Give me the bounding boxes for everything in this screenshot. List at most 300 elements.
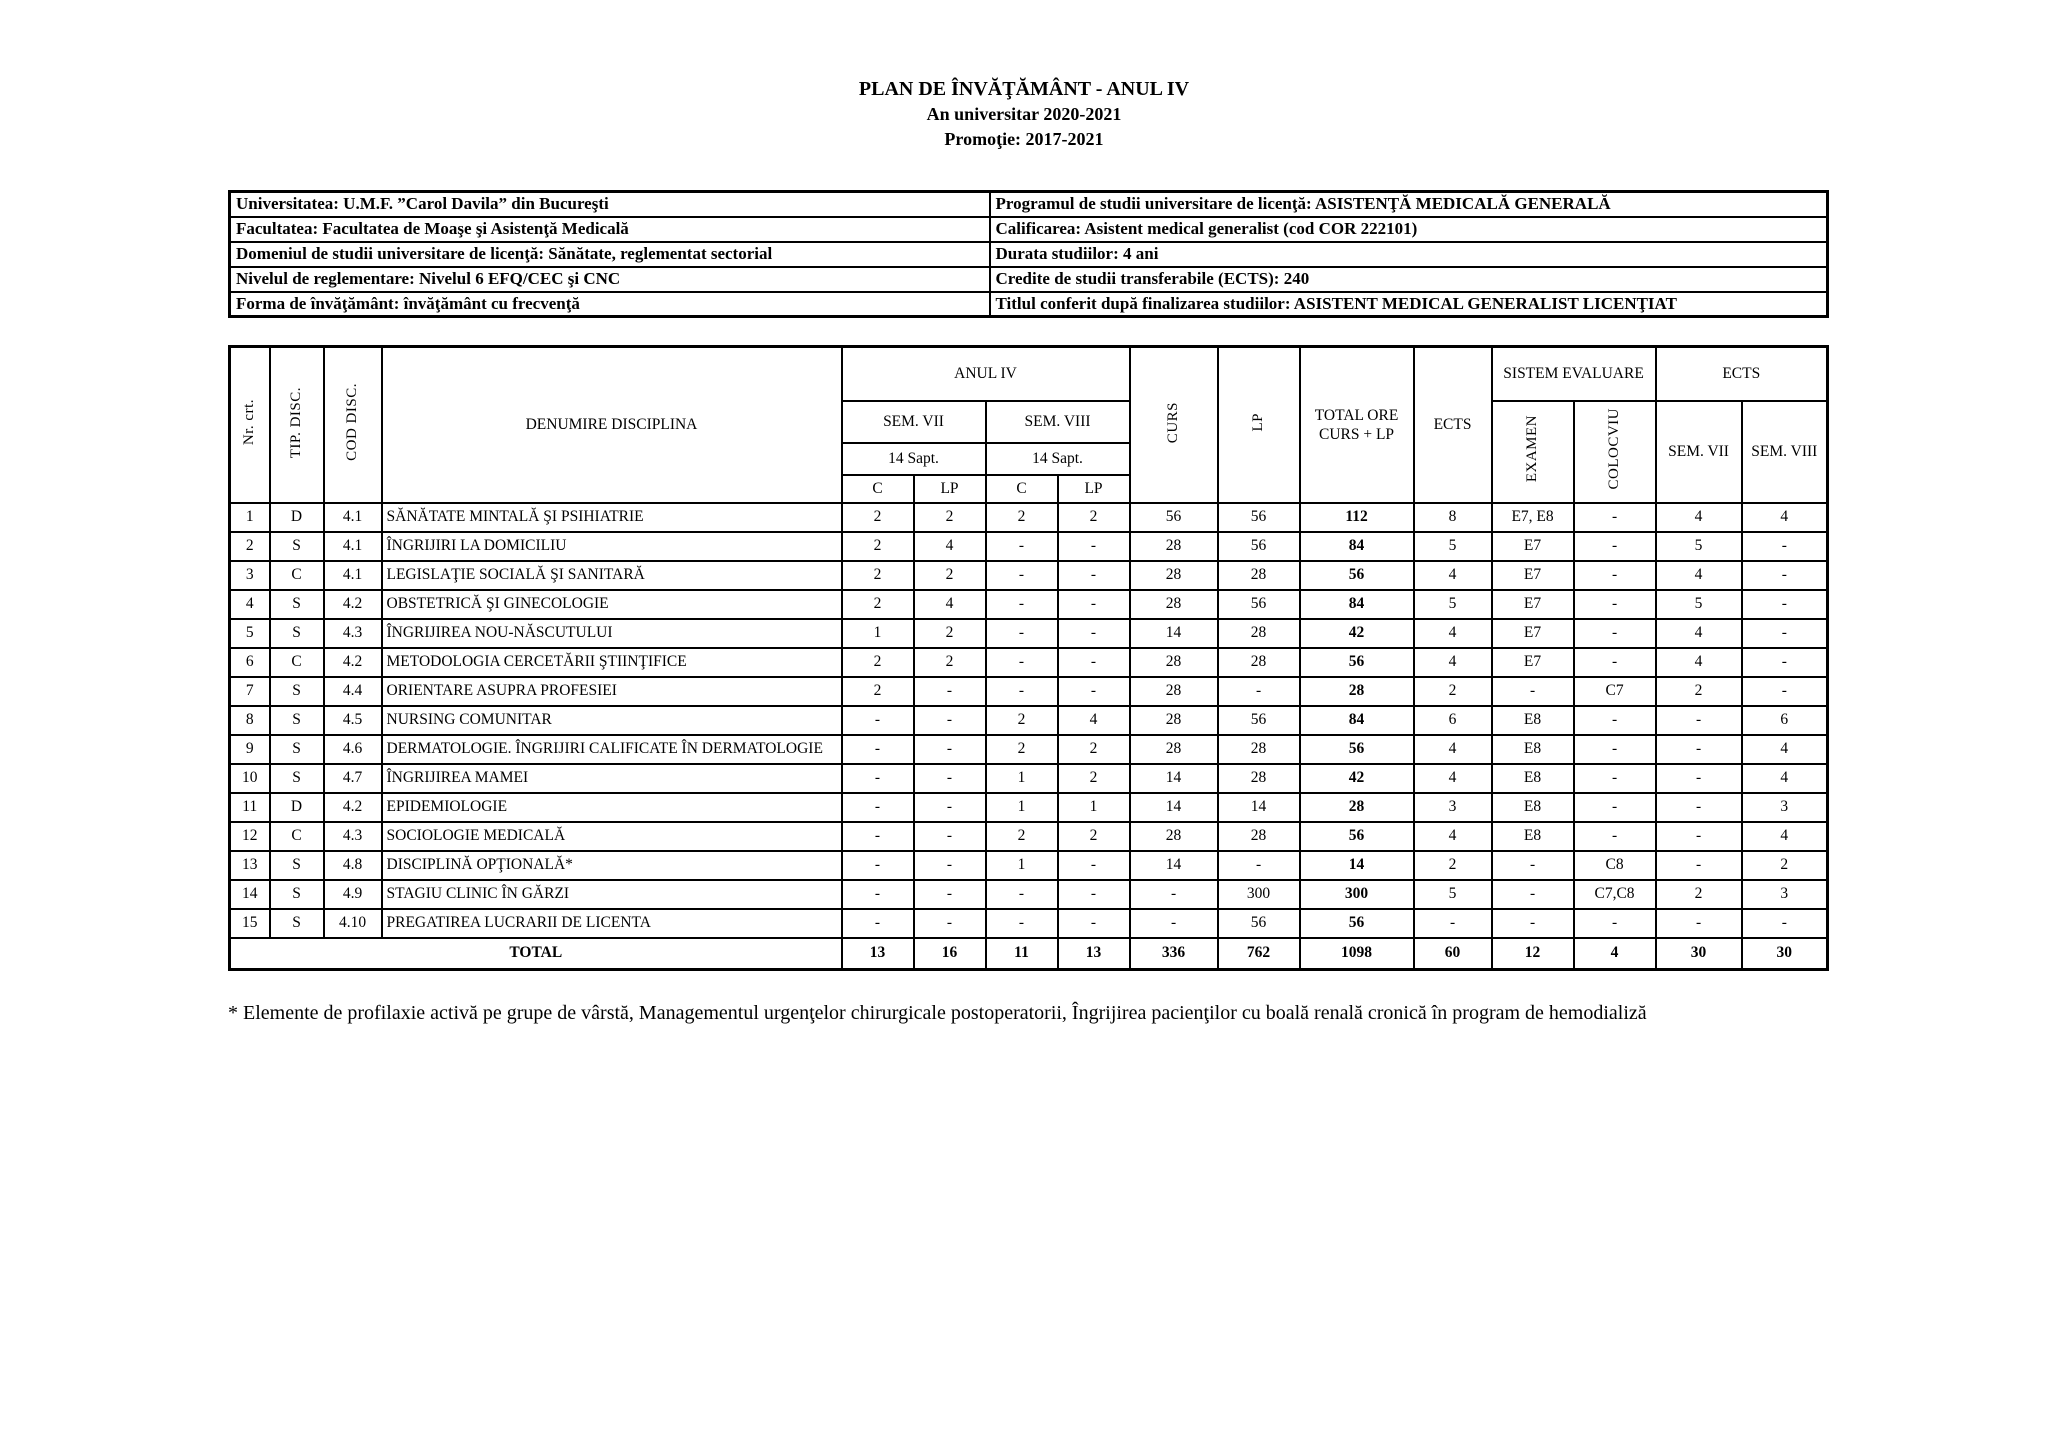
cell-tip: D: [270, 503, 324, 532]
cell-ects_sem7: 2: [1656, 880, 1742, 909]
cell-denumire: OBSTETRICĂ ŞI GINECOLOGIE: [382, 590, 842, 619]
cell-sem7_c: 2: [842, 590, 914, 619]
info-domeniul: Domeniul de studii universitare de licenţă: Sănătate, reglementat sectorial: [230, 242, 990, 267]
cell-denumire: PREGATIREA LUCRARII DE LICENTA: [382, 909, 842, 938]
cell-nr: 3: [230, 561, 270, 590]
cell-lp: 56: [1218, 503, 1300, 532]
cell-colocviu: -: [1574, 532, 1656, 561]
cell-curs: 56: [1130, 503, 1218, 532]
cell-total_ore: 56: [1300, 909, 1414, 938]
col-header-nr-crt: [230, 347, 270, 503]
cell-cod: 4.2: [324, 590, 382, 619]
table-row: [230, 503, 1828, 532]
table-row: [230, 764, 1828, 793]
cell-ects: 5: [1414, 880, 1492, 909]
cell-sem8_lp: 2: [1058, 735, 1130, 764]
cell-sem8_c: -: [986, 590, 1058, 619]
cell-nr: 13: [230, 851, 270, 880]
cell-cod: 4.2: [324, 793, 382, 822]
cell-examen: -: [1492, 909, 1574, 938]
cell-ects_sem7: -: [1656, 764, 1742, 793]
cell-curs: 28: [1130, 706, 1218, 735]
table-row: [230, 590, 1828, 619]
cell-curs: 28: [1130, 561, 1218, 590]
cell-examen: E8: [1492, 822, 1574, 851]
cell-ects: 4: [1414, 561, 1492, 590]
cell-tip: C: [270, 822, 324, 851]
cell-ects: 2: [1414, 851, 1492, 880]
total-row: [230, 938, 1828, 970]
cell-nr: 10: [230, 764, 270, 793]
cell-denumire: SĂNĂTATE MINTALĂ ŞI PSIHIATRIE: [382, 503, 842, 532]
cell-sem7_lp: 2: [914, 648, 986, 677]
table-row: [230, 619, 1828, 648]
cell-lp: 28: [1218, 648, 1300, 677]
examen-label: EXAMEN: [1524, 415, 1541, 483]
total-ects: 60: [1414, 938, 1492, 970]
colocviu-label: COLOCVIU: [1606, 408, 1623, 490]
cell-denumire: ÎNGRIJIREA MAMEI: [382, 764, 842, 793]
cell-examen: -: [1492, 851, 1574, 880]
cell-tip: C: [270, 648, 324, 677]
cell-total_ore: 42: [1300, 764, 1414, 793]
cell-sem8_lp: -: [1058, 619, 1130, 648]
cell-ects: 4: [1414, 648, 1492, 677]
cell-curs: 14: [1130, 764, 1218, 793]
cell-sem7_c: 2: [842, 561, 914, 590]
cell-sem8_c: -: [986, 619, 1058, 648]
cell-ects: 4: [1414, 822, 1492, 851]
col-header-ects-right: ECTS: [1656, 347, 1828, 401]
cell-ects_sem7: -: [1656, 851, 1742, 880]
cell-total_ore: 84: [1300, 590, 1414, 619]
info-forma: Forma de învăţământ: învăţământ cu frecvenţă: [230, 292, 990, 317]
cell-sem8_lp: -: [1058, 590, 1130, 619]
cell-curs: 28: [1130, 735, 1218, 764]
cell-sem8_lp: -: [1058, 677, 1130, 706]
cell-ects: 5: [1414, 532, 1492, 561]
cell-ects: 4: [1414, 619, 1492, 648]
cell-curs: 28: [1130, 590, 1218, 619]
col-header-colocviu: [1574, 401, 1656, 503]
cell-sem8_c: 2: [986, 822, 1058, 851]
table-row: [230, 909, 1828, 938]
cell-sem8_lp: 2: [1058, 822, 1130, 851]
cell-sem7_lp: -: [914, 677, 986, 706]
cell-nr: 4: [230, 590, 270, 619]
tip-disc-label: TIP. DISC.: [288, 386, 304, 458]
col-header-lp-sem7: LP: [914, 475, 986, 503]
cell-tip: S: [270, 532, 324, 561]
cell-lp: 28: [1218, 822, 1300, 851]
info-row: [230, 292, 1828, 317]
info-calificarea: Calificarea: Asistent medical generalist (cod COR 222101): [990, 217, 1828, 242]
cell-examen: E7, E8: [1492, 503, 1574, 532]
table-row: [230, 648, 1828, 677]
col-header-curs: [1130, 347, 1218, 503]
cell-examen: E8: [1492, 793, 1574, 822]
table-row: [230, 677, 1828, 706]
cell-curs: 14: [1130, 619, 1218, 648]
cell-ects_sem8: 4: [1742, 822, 1828, 851]
cell-total_ore: 42: [1300, 619, 1414, 648]
cell-sem7_c: -: [842, 822, 914, 851]
cell-sem7_lp: -: [914, 706, 986, 735]
cell-examen: E7: [1492, 532, 1574, 561]
cell-ects_sem8: 2: [1742, 851, 1828, 880]
col-header-ects-sem-viii: SEM. VIII: [1742, 401, 1828, 503]
cell-colocviu: -: [1574, 706, 1656, 735]
info-row: [230, 192, 1828, 217]
table-row: [230, 851, 1828, 880]
cell-ects: 4: [1414, 764, 1492, 793]
cell-examen: E7: [1492, 619, 1574, 648]
cell-total_ore: 56: [1300, 822, 1414, 851]
cell-sem7_c: -: [842, 851, 914, 880]
col-header-lp-sem8: LP: [1058, 475, 1130, 503]
cell-cod: 4.8: [324, 851, 382, 880]
cell-sem7_c: 1: [842, 619, 914, 648]
cell-sem8_lp: -: [1058, 851, 1130, 880]
cell-colocviu: -: [1574, 561, 1656, 590]
cell-lp: 28: [1218, 561, 1300, 590]
cell-ects_sem7: 2: [1656, 677, 1742, 706]
cell-sem7_lp: -: [914, 909, 986, 938]
total-colocviu: 4: [1574, 938, 1656, 970]
total-sem8_c: 11: [986, 938, 1058, 970]
cell-lp: -: [1218, 851, 1300, 880]
cell-tip: S: [270, 590, 324, 619]
col-header-tip-disc: [270, 347, 324, 503]
cell-colocviu: -: [1574, 793, 1656, 822]
cell-ects_sem7: -: [1656, 706, 1742, 735]
cell-curs: -: [1130, 880, 1218, 909]
cell-cod: 4.5: [324, 706, 382, 735]
cell-sem8_lp: -: [1058, 561, 1130, 590]
cell-nr: 2: [230, 532, 270, 561]
total-sem8_lp: 13: [1058, 938, 1130, 970]
cell-tip: S: [270, 880, 324, 909]
cell-sem7_lp: -: [914, 822, 986, 851]
cell-sem7_lp: -: [914, 793, 986, 822]
cell-tip: C: [270, 561, 324, 590]
cell-ects_sem8: 4: [1742, 764, 1828, 793]
cell-cod: 4.4: [324, 677, 382, 706]
cell-ects: 6: [1414, 706, 1492, 735]
total-ects_sem7: 30: [1656, 938, 1742, 970]
cell-lp: 28: [1218, 764, 1300, 793]
total-sem7_c: 13: [842, 938, 914, 970]
cell-lp: 300: [1218, 880, 1300, 909]
cell-total_ore: 84: [1300, 706, 1414, 735]
cell-sem7_lp: -: [914, 735, 986, 764]
total-sem7_lp: 16: [914, 938, 986, 970]
cell-cod: 4.2: [324, 648, 382, 677]
cell-ects_sem8: 4: [1742, 735, 1828, 764]
total-label: TOTAL: [230, 938, 842, 970]
cell-ects_sem8: -: [1742, 619, 1828, 648]
cell-ects_sem7: 4: [1656, 619, 1742, 648]
cell-lp: 56: [1218, 590, 1300, 619]
cell-examen: E7: [1492, 590, 1574, 619]
cell-cod: 4.3: [324, 822, 382, 851]
cell-colocviu: -: [1574, 735, 1656, 764]
col-header-anul-iv: ANUL IV: [842, 347, 1130, 401]
cell-sem8_c: -: [986, 677, 1058, 706]
cell-ects: 5: [1414, 590, 1492, 619]
cell-examen: E8: [1492, 764, 1574, 793]
cell-denumire: SOCIOLOGIE MEDICALĂ: [382, 822, 842, 851]
cell-ects: 4: [1414, 735, 1492, 764]
cell-lp: 56: [1218, 532, 1300, 561]
cell-tip: S: [270, 619, 324, 648]
total-total_ore: 1098: [1300, 938, 1414, 970]
curs-label: CURS: [1165, 401, 1182, 443]
cell-sem7_lp: -: [914, 880, 986, 909]
cell-total_ore: 14: [1300, 851, 1414, 880]
cell-denumire: ÎNGRIJIRI LA DOMICILIU: [382, 532, 842, 561]
cell-cod: 4.1: [324, 532, 382, 561]
cell-total_ore: 28: [1300, 677, 1414, 706]
cell-nr: 11: [230, 793, 270, 822]
cell-total_ore: 300: [1300, 880, 1414, 909]
cell-colocviu: -: [1574, 909, 1656, 938]
cell-sem8_lp: -: [1058, 880, 1130, 909]
program-info-table: [228, 190, 1829, 318]
cell-ects_sem8: -: [1742, 677, 1828, 706]
cell-sem7_lp: 2: [914, 619, 986, 648]
cell-sem8_c: -: [986, 532, 1058, 561]
cell-lp: 28: [1218, 619, 1300, 648]
cell-nr: 5: [230, 619, 270, 648]
cell-sem8_lp: 1: [1058, 793, 1130, 822]
cell-denumire: DISCIPLINĂ OPŢIONALĂ*: [382, 851, 842, 880]
table-row: [230, 793, 1828, 822]
cell-colocviu: -: [1574, 764, 1656, 793]
cell-ects: -: [1414, 909, 1492, 938]
cell-lp: -: [1218, 677, 1300, 706]
cell-colocviu: -: [1574, 822, 1656, 851]
cell-colocviu: -: [1574, 590, 1656, 619]
cell-tip: S: [270, 851, 324, 880]
cell-ects_sem7: 5: [1656, 532, 1742, 561]
cell-sem7_lp: 4: [914, 590, 986, 619]
cell-sem8_c: 2: [986, 503, 1058, 532]
cell-examen: E7: [1492, 561, 1574, 590]
cell-total_ore: 56: [1300, 648, 1414, 677]
col-header-cod-disc: [324, 347, 382, 503]
info-nivelul: Nivelul de reglementare: Nivelul 6 EFQ/CEC şi CNC: [230, 267, 990, 292]
cell-denumire: METODOLOGIA CERCETĂRII ŞTIINŢIFICE: [382, 648, 842, 677]
cell-ects_sem7: 4: [1656, 561, 1742, 590]
cell-nr: 12: [230, 822, 270, 851]
cell-tip: S: [270, 735, 324, 764]
cell-lp: 14: [1218, 793, 1300, 822]
cell-examen: -: [1492, 677, 1574, 706]
table-row: [230, 880, 1828, 909]
cell-denumire: STAGIU CLINIC ÎN GĂRZI: [382, 880, 842, 909]
cell-ects_sem7: -: [1656, 793, 1742, 822]
info-row: [230, 217, 1828, 242]
col-header-c-sem8: C: [986, 475, 1058, 503]
cell-sem7_c: -: [842, 706, 914, 735]
cell-denumire: DERMATOLOGIE. ÎNGRIJIRI CALIFICATE ÎN DERMATOLOGIE: [382, 735, 842, 764]
info-titlul: Titlul conferit după finalizarea studiilor: ASISTENT MEDICAL GENERALIST LICENŢIAT: [990, 292, 1828, 317]
info-durata: Durata studiilor: 4 ani: [990, 242, 1828, 267]
cell-colocviu: -: [1574, 648, 1656, 677]
cell-denumire: ORIENTARE ASUPRA PROFESIEI: [382, 677, 842, 706]
table-row: [230, 532, 1828, 561]
cell-colocviu: C7,C8: [1574, 880, 1656, 909]
col-header-total-ore: TOTAL ORE CURS + LP: [1300, 347, 1414, 503]
cell-ects_sem7: -: [1656, 822, 1742, 851]
cell-sem8_lp: -: [1058, 909, 1130, 938]
col-header-sistem-evaluare: SISTEM EVALUARE: [1492, 347, 1656, 401]
curriculum-body: [230, 503, 1828, 970]
curriculum-table: [228, 345, 1829, 971]
cell-nr: 7: [230, 677, 270, 706]
footnote: * Elemente de profilaxie activă pe grupe de vârstă, Managementul urgenţelor chirurgicale postoperatorii, Îngrijirea pacienţilor cu boală renală cronică în program de hemodializă: [228, 1002, 1647, 1024]
cell-cod: 4.1: [324, 503, 382, 532]
cell-denumire: NURSING COMUNITAR: [382, 706, 842, 735]
cell-nr: 1: [230, 503, 270, 532]
cell-denumire: LEGISLAŢIE SOCIALĂ ŞI SANITARĂ: [382, 561, 842, 590]
col-header-sapt-viii: 14 Sapt.: [986, 443, 1130, 475]
cell-denumire: EPIDEMIOLOGIE: [382, 793, 842, 822]
cell-curs: 14: [1130, 793, 1218, 822]
cell-cod: 4.7: [324, 764, 382, 793]
info-facultatea: Facultatea: Facultatea de Moaşe şi Asistenţă Medicală: [230, 217, 990, 242]
total-curs: 336: [1130, 938, 1218, 970]
cell-sem8_lp: -: [1058, 532, 1130, 561]
cell-examen: E8: [1492, 735, 1574, 764]
cell-sem7_c: 2: [842, 532, 914, 561]
cell-sem7_lp: 2: [914, 561, 986, 590]
cell-sem7_lp: -: [914, 764, 986, 793]
cell-sem8_c: 1: [986, 851, 1058, 880]
cell-examen: -: [1492, 880, 1574, 909]
cell-nr: 8: [230, 706, 270, 735]
cell-sem7_c: -: [842, 764, 914, 793]
cell-colocviu: -: [1574, 619, 1656, 648]
cell-colocviu: -: [1574, 503, 1656, 532]
cell-sem7_lp: -: [914, 851, 986, 880]
cell-examen: E8: [1492, 706, 1574, 735]
cell-examen: E7: [1492, 648, 1574, 677]
cell-lp: 28: [1218, 735, 1300, 764]
cell-tip: S: [270, 677, 324, 706]
info-credite: Credite de studii transferabile (ECTS): 240: [990, 267, 1828, 292]
cell-curs: 28: [1130, 532, 1218, 561]
title-block: [0, 76, 2048, 152]
cell-sem8_c: 2: [986, 735, 1058, 764]
total-examen: 12: [1492, 938, 1574, 970]
col-header-sapt-vii: 14 Sapt.: [842, 443, 986, 475]
cell-cod: 4.9: [324, 880, 382, 909]
cell-sem8_c: -: [986, 909, 1058, 938]
cell-ects: 2: [1414, 677, 1492, 706]
cell-curs: 28: [1130, 677, 1218, 706]
cell-ects_sem7: 4: [1656, 503, 1742, 532]
col-header-sem-viii: SEM. VIII: [986, 401, 1130, 443]
col-header-examen: [1492, 401, 1574, 503]
cell-ects_sem7: -: [1656, 735, 1742, 764]
cell-ects_sem7: 4: [1656, 648, 1742, 677]
col-header-ects: ECTS: [1414, 347, 1492, 503]
nr-crt-label: Nr. crt.: [241, 399, 258, 446]
cell-sem7_c: 2: [842, 677, 914, 706]
cell-denumire: ÎNGRIJIREA NOU-NĂSCUTULUI: [382, 619, 842, 648]
cell-sem8_lp: 4: [1058, 706, 1130, 735]
lp-label: LP: [1250, 412, 1267, 432]
cell-ects_sem7: 5: [1656, 590, 1742, 619]
cell-nr: 6: [230, 648, 270, 677]
cell-cod: 4.1: [324, 561, 382, 590]
cell-total_ore: 112: [1300, 503, 1414, 532]
cell-sem8_c: -: [986, 648, 1058, 677]
cell-total_ore: 56: [1300, 735, 1414, 764]
col-header-sem-vii: SEM. VII: [842, 401, 986, 443]
total-lp: 762: [1218, 938, 1300, 970]
table-row: [230, 735, 1828, 764]
cell-colocviu: C8: [1574, 851, 1656, 880]
cell-nr: 15: [230, 909, 270, 938]
cell-ects_sem8: -: [1742, 561, 1828, 590]
cell-ects_sem8: -: [1742, 532, 1828, 561]
cell-total_ore: 56: [1300, 561, 1414, 590]
cell-sem7_lp: 2: [914, 503, 986, 532]
cell-sem7_c: -: [842, 880, 914, 909]
cell-colocviu: C7: [1574, 677, 1656, 706]
cell-tip: S: [270, 764, 324, 793]
info-row: [230, 242, 1828, 267]
cell-lp: 56: [1218, 706, 1300, 735]
cell-curs: 28: [1130, 648, 1218, 677]
cell-sem8_c: 2: [986, 706, 1058, 735]
cell-ects_sem7: -: [1656, 909, 1742, 938]
table-row: [230, 822, 1828, 851]
cell-cod: 4.10: [324, 909, 382, 938]
document-title: PLAN DE ÎNVĂŢĂMÂNT - ANUL IV: [858, 78, 1190, 100]
cell-total_ore: 84: [1300, 532, 1414, 561]
table-row: [230, 706, 1828, 735]
col-header-c-sem7: C: [842, 475, 914, 503]
cell-sem8_c: 1: [986, 793, 1058, 822]
academic-year: An universitar 2020-2021: [926, 104, 1122, 124]
info-program-studii: Programul de studii universitare de licenţă: ASISTENŢĂ MEDICALĂ GENERALĂ: [990, 192, 1828, 217]
cell-sem7_c: -: [842, 909, 914, 938]
cell-sem8_c: -: [986, 880, 1058, 909]
col-header-denumire: DENUMIRE DISCIPLINA: [382, 347, 842, 503]
cell-sem8_lp: 2: [1058, 503, 1130, 532]
cell-sem7_c: 2: [842, 648, 914, 677]
promotion: Promoţie: 2017-2021: [944, 129, 1104, 149]
cell-cod: 4.3: [324, 619, 382, 648]
cod-disc-label: COD DISC.: [344, 383, 360, 462]
cell-curs: 28: [1130, 822, 1218, 851]
cell-tip: S: [270, 909, 324, 938]
cell-total_ore: 28: [1300, 793, 1414, 822]
cell-sem8_c: -: [986, 561, 1058, 590]
info-universitatea: Universitatea: U.M.F. ”Carol Davila” din Bucureşti: [230, 192, 990, 217]
cell-cod: 4.6: [324, 735, 382, 764]
cell-curs: -: [1130, 909, 1218, 938]
cell-sem7_c: -: [842, 735, 914, 764]
cell-sem7_lp: 4: [914, 532, 986, 561]
cell-ects: 3: [1414, 793, 1492, 822]
cell-tip: D: [270, 793, 324, 822]
cell-sem7_c: -: [842, 793, 914, 822]
